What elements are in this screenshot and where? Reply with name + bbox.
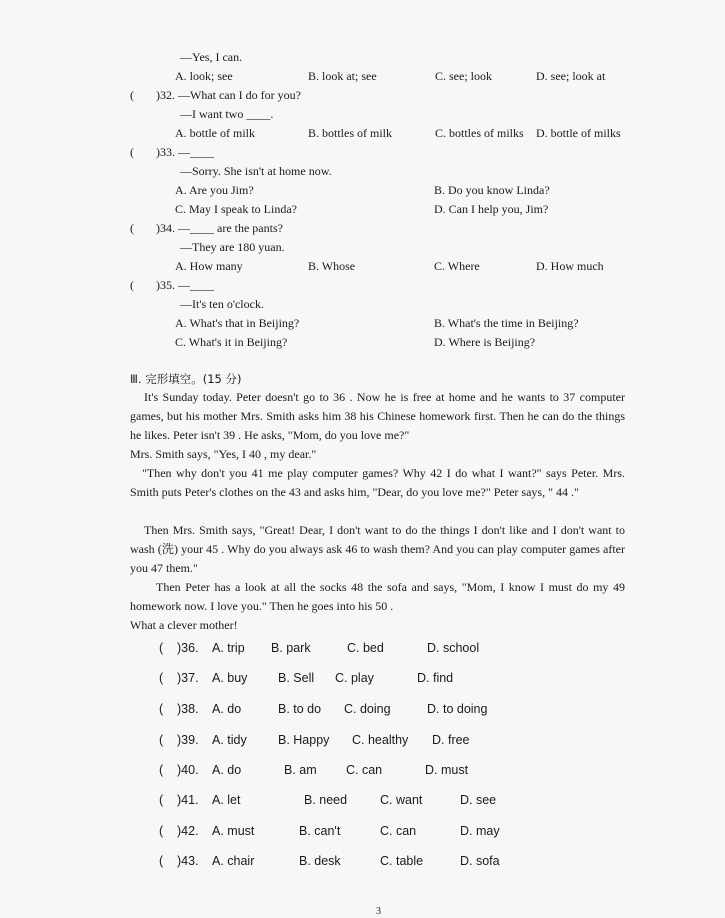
q32-option-d: D. bottle of milks	[536, 126, 621, 140]
passage-paragraph-3: Then Mrs. Smith says, "Great! Dear, I don't want to do the things I don't like and I don't want to wash (洗) your 45 . Why do you always ask 46 to wash them? And you can play computer games after you 47 them."	[130, 523, 625, 575]
q31-option-c: C. see; look	[435, 69, 492, 83]
cloze-43-option-a: A. chair	[212, 854, 255, 868]
cloze-42-paren: (	[159, 824, 164, 838]
cloze-43-option-d: D. sofa	[460, 854, 500, 868]
cloze-39-paren: (	[159, 733, 164, 747]
cloze-39-option-a: A. tidy	[212, 733, 247, 747]
q33-paren: (	[130, 145, 134, 159]
cloze-36-number: )36.	[177, 641, 199, 655]
cloze-42-option-a: A. must	[212, 824, 255, 838]
q31-option-a: A. look; see	[175, 69, 233, 83]
cloze-41-option-a: A. let	[212, 793, 241, 807]
q35-paren: (	[130, 278, 134, 292]
cloze-42-option-c: C. can	[380, 824, 417, 838]
cloze-36-option-d: D. school	[427, 641, 480, 655]
q35-prompt: )35. —____	[156, 278, 214, 292]
q32-option-a: A. bottle of milk	[175, 126, 255, 140]
q34-paren: (	[130, 221, 134, 235]
cloze-40-paren: (	[159, 763, 164, 777]
cloze-42-option-d: D. may	[460, 824, 500, 838]
q34-option-c: C. Where	[434, 259, 480, 273]
cloze-38-option-b: B. to do	[278, 702, 322, 716]
cloze-43-option-b: B. desk	[299, 854, 341, 868]
q35-option-b: B. What's the time in Beijing?	[434, 316, 579, 330]
cloze-37-number: )37.	[177, 671, 199, 685]
q31-option-b: B. look at; see	[308, 69, 377, 83]
cloze-41-number: )41.	[177, 793, 199, 807]
q32-option-b: B. bottles of milk	[308, 126, 392, 140]
cloze-43-option-c: C. table	[380, 854, 424, 868]
q35-option-a: A. What's that in Beijing?	[175, 316, 300, 330]
q33-option-a: A. Are you Jim?	[175, 183, 254, 197]
cloze-39-option-d: D. free	[432, 733, 470, 747]
q32-answer: —I want two ____.	[180, 107, 274, 121]
cloze-37-option-b: B. Sell	[278, 671, 315, 685]
cloze-40-number: )40.	[177, 763, 199, 777]
passage-paragraph-4: Then Peter has a look at all the socks 48 the sofa and says, "Mom, I know I must do my 49 homework now. I love you." Then he goes into his 50 .	[130, 580, 625, 613]
cloze-43-paren: (	[159, 854, 164, 868]
cloze-40-option-b: B. am	[284, 763, 317, 777]
q34-answer: —They are 180 yuan.	[180, 240, 285, 254]
q34-prompt: )34. —____ are the pants?	[156, 221, 283, 235]
cloze-38-option-a: A. do	[212, 702, 242, 716]
passage-paragraph-2: "Then why don't you 41 me play computer games? Why 42 I do what I want?" says Peter. Mrs. Smith puts Peter's clothes on the 43 and asks him, "Dear, do you love me?" Peter says, " 44 ."	[130, 466, 625, 499]
cloze-40-option-d: D. must	[425, 763, 469, 777]
cloze-41-paren: (	[159, 793, 164, 807]
cloze-41-option-d: D. see	[460, 793, 497, 807]
q32-paren: (	[130, 88, 134, 102]
section-heading: Ⅲ. 完形填空。(15 分)	[130, 372, 242, 386]
q33-option-c: C. May I speak to Linda?	[175, 202, 297, 216]
cloze-36-option-c: C. bed	[347, 641, 384, 655]
q33-prompt: )33. —____	[156, 145, 214, 159]
cloze-36-option-b: B. park	[271, 641, 311, 655]
cloze-43-number: )43.	[177, 854, 199, 868]
page-number: 3	[376, 906, 381, 917]
cloze-37-option-a: A. buy	[212, 671, 248, 685]
passage-paragraph-1b: Mrs. Smith says, "Yes, I 40 , my dear."	[130, 447, 317, 461]
cloze-38-number: )38.	[177, 702, 199, 716]
cloze-37-option-c: C. play	[335, 671, 374, 685]
passage-paragraph-1: It's Sunday today. Peter doesn't go to 36 . Now he is free at home and he wants to 37 computer games, but his mother Mrs. Smith asks him 38 his Chinese homework first. Then he can do the things he likes. Peter isn't 39 . He asks, "Mom, do you love me?"	[130, 390, 625, 442]
cloze-39-option-c: C. healthy	[352, 733, 409, 747]
q32-prompt: )32. —What can I do for you?	[156, 88, 301, 102]
cloze-38-option-c: C. doing	[344, 702, 391, 716]
q33-option-b: B. Do you know Linda?	[434, 183, 550, 197]
q33-answer: —Sorry. She isn't at home now.	[180, 164, 332, 178]
cloze-39-number: )39.	[177, 733, 199, 747]
cloze-42-number: )42.	[177, 824, 199, 838]
q31-answer: —Yes, I can.	[180, 50, 243, 64]
q31-option-d: D. see; look at	[536, 69, 606, 83]
cloze-39-option-b: B. Happy	[278, 733, 330, 747]
cloze-41-option-c: C. want	[380, 793, 423, 807]
cloze-42-option-b: B. can't	[299, 824, 341, 838]
cloze-38-option-d: D. to doing	[427, 702, 488, 716]
cloze-37-option-d: D. find	[417, 671, 454, 685]
cloze-38-paren: (	[159, 702, 164, 716]
cloze-36-option-a: A. trip	[212, 641, 245, 655]
q32-option-c: C. bottles of milks	[435, 126, 524, 140]
q35-option-c: C. What's it in Beijing?	[175, 335, 288, 349]
q33-option-d: D. Can I help you, Jim?	[434, 202, 549, 216]
q35-option-d: D. Where is Beijing?	[434, 335, 536, 349]
q34-option-d: D. How much	[536, 259, 604, 273]
q35-answer: —It's ten o'clock.	[180, 297, 264, 311]
q34-option-b: B. Whose	[308, 259, 356, 273]
cloze-40-option-c: C. can	[346, 763, 383, 777]
q34-option-a: A. How many	[175, 259, 243, 273]
passage-paragraph-5: What a clever mother!	[130, 618, 238, 632]
cloze-37-paren: (	[159, 671, 164, 685]
cloze-40-option-a: A. do	[212, 763, 242, 777]
cloze-41-option-b: B. need	[304, 793, 348, 807]
cloze-36-paren: (	[159, 641, 164, 655]
